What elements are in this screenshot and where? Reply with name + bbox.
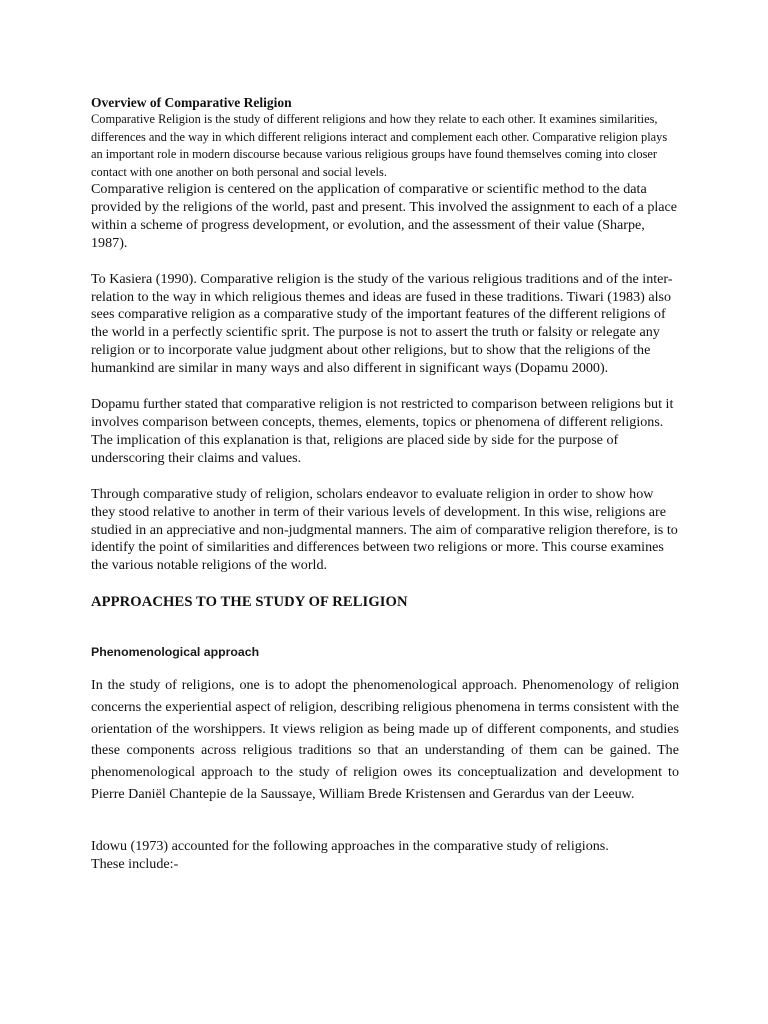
phenomenological-paragraph: In the study of religions, one is to adopt the phenomenological approach. Phenomenology of religion concerns the experiential aspect of religion, describing religious phenomena in terms consistent with the orientation of the worshippers. It views religion as being made up of different components, and studies these components across religious traditions so that an understanding of them can be gained. The phenomenological approach to the study of religion owes its conceptualization and development to Pierre Daniël Chantepie de la Saussaye, William Brede Kristensen and Gerardus van der Leeuw. bbox=[91, 677, 679, 802]
kasiera-paragraph: To Kasiera (1990). Comparative religion is the study of the various religious traditions and of the inter-relation to the way in which religious themes and ideas are fused in these traditions. Tiwari (1983) also sees comparative religion as a comparative study of the important features of the different religions of the world in a perfectly scientific sprit. The purpose is not to assert the truth or falsity or relegate any religion or to incorporate value judgment about other religions, but to show that the religions of the humankind are similar in many ways and also different in significant ways (Dopamu 2000). bbox=[91, 270, 673, 377]
idowu-paragraph bbox=[91, 838, 679, 873]
through-paragraph: Through comparative study of religion, scholars endeavor to evaluate religion in order to show how they stood relative to another in term of their various levels of development. In this wise, religions are studied in an appreciative and non-judgmental manners. The aim of comparative religion therefore, is to identify the point of similarities and differences between two religions or more. This course examines the various notable religions of the world. bbox=[91, 485, 678, 574]
idowu-line-1: Idowu (1973) accounted for the following approaches in the comparative study of religions. bbox=[91, 838, 609, 855]
intro-paragraph: Comparative Religion is the study of different religions and how they relate to each other. It examines similarities, differences and the way in which different religions interact and complement each other. Comparative religion plays an important role in modern discourse because various religious groups have found themselves coming into closer contact with one another on both personal and social levels. bbox=[91, 112, 668, 179]
idowu-line-2: These include:- bbox=[91, 855, 179, 872]
intro-continuation-paragraph: Comparative religion is centered on the application of comparative or scientific method to the data provided by the religions of the world, past and present. This involved the assignment to each of a place within a scheme of progress development, or evolution, and the assessment of their value (Sharpe, 1987). bbox=[91, 181, 678, 251]
sub-heading: Phenomenological approach bbox=[91, 645, 260, 660]
dopamu-paragraph: Dopamu further stated that comparative religion is not restricted to comparison between religions but it involves comparison between concepts, themes, elements, topics or phenomena of different religions. The implication of this explanation is that, religions are placed side by side for the purpose of underscoring their claims and values. bbox=[91, 396, 674, 466]
document-title: Overview of Comparative Religion bbox=[91, 95, 292, 110]
document-page bbox=[91, 94, 679, 873]
section-heading: APPROACHES TO THE STUDY OF RELIGION bbox=[91, 594, 408, 611]
